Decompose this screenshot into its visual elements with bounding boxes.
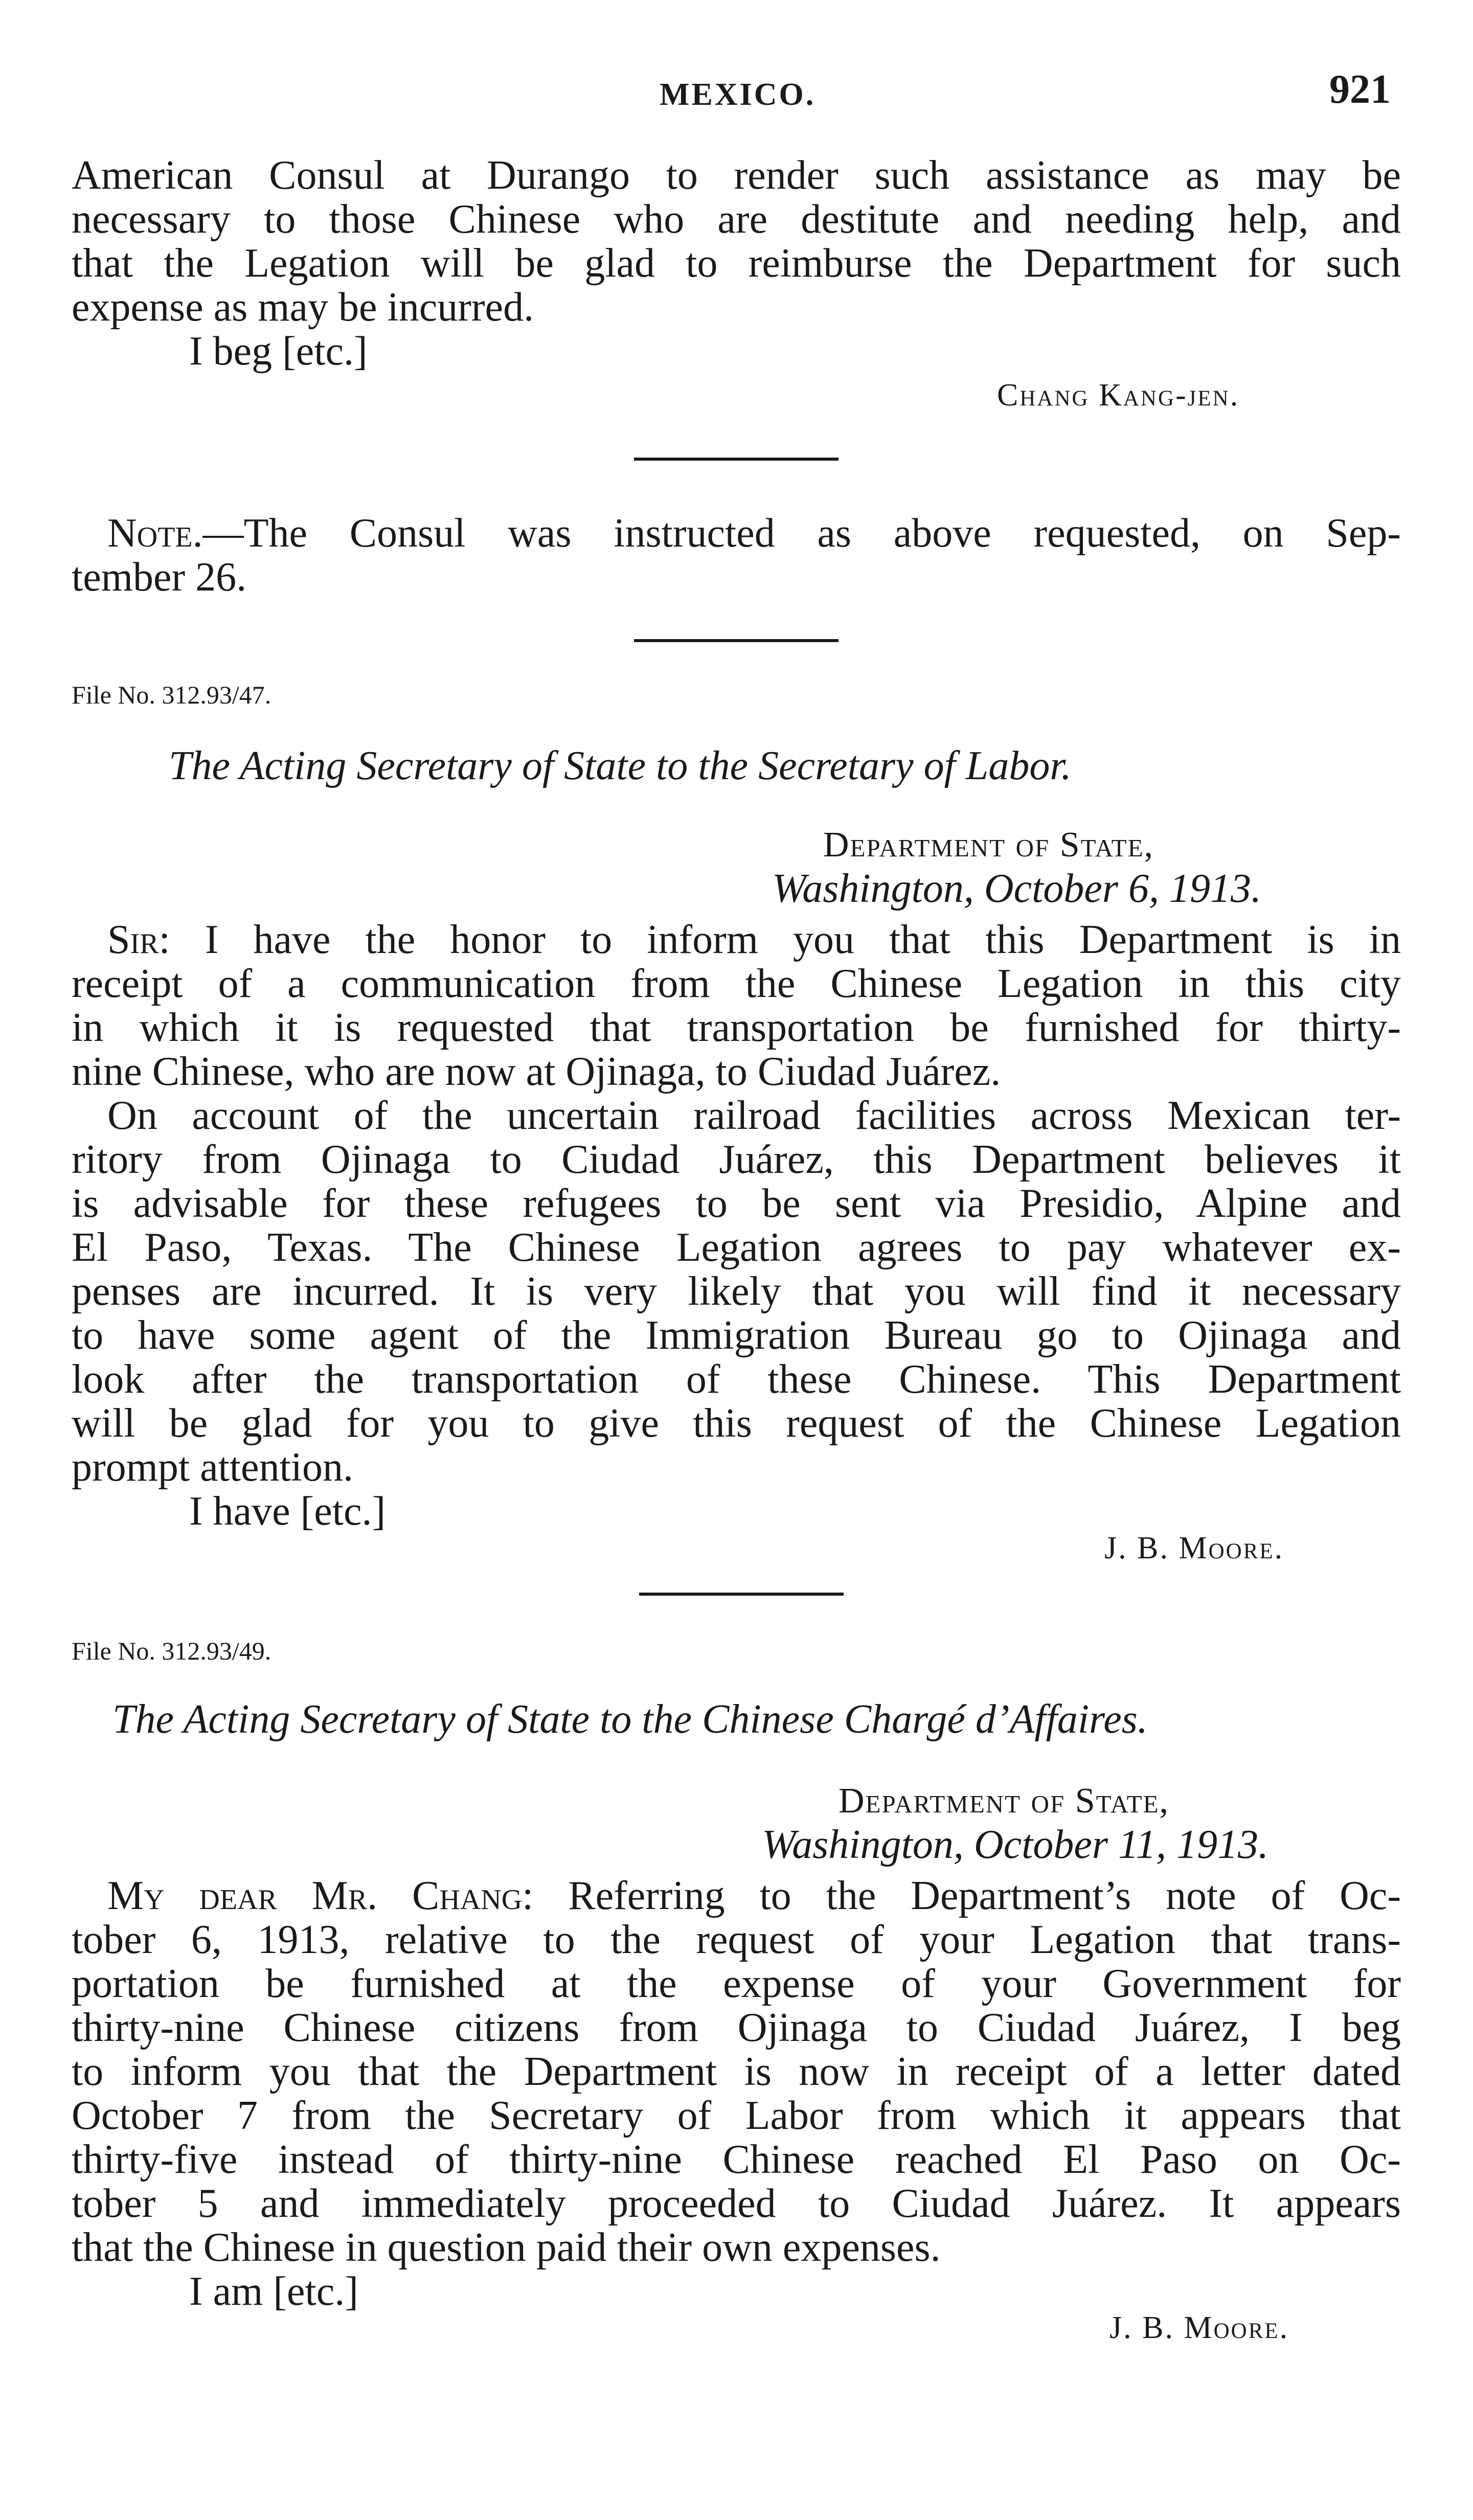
text-line: that the Chinese in question paid their own expenses. [72, 2225, 941, 2270]
text-line [72, 1874, 1401, 1918]
letter-closing: I beg [etc.] [189, 329, 368, 374]
sender-department: Department of State, [839, 1781, 1170, 1821]
text-line: is advisable for these refugees to be sent via Presidio, Alpine and [72, 1181, 1401, 1226]
text-line: that the Legation will be glad to reimburse the Department for such [72, 241, 1401, 286]
text-line: look after the transportation of these Chinese. This Department [72, 1357, 1401, 1402]
salutation: Sir: [107, 917, 170, 962]
text-line: American Consul at Durango to render such assistance as may be [72, 153, 1401, 198]
text-line: to inform you that the Department is now in receipt of a letter dated [72, 2049, 1401, 2094]
running-title: MEXICO. [660, 77, 816, 112]
page-number: 921 [1329, 67, 1391, 112]
para-text: Referring to the Department’s note of Oc- [568, 1873, 1401, 1918]
file-number: File No. 312.93/47. [72, 680, 271, 709]
document-heading: The Acting Secretary of State to the Secretary of Labor. [169, 743, 1072, 788]
letter-body [72, 1874, 1401, 2313]
text-line: in which it is requested that transportation be furnished for thirty- [72, 1005, 1401, 1050]
text-line: tember 26. [72, 555, 247, 600]
place-date: Washington, October 11, 1913. [762, 1822, 1269, 1867]
text-line: penses are incurred. It is very likely that you will find it necessary [72, 1269, 1401, 1314]
salutation: My dear Mr. Chang: [107, 1873, 534, 1918]
text-line: thirty-five instead of thirty-nine Chinese reached El Paso on Oc- [72, 2137, 1401, 2182]
document-heading: The Acting Secretary of State to the Chinese Chargé d’Affaires. [112, 1697, 1148, 1742]
text-line: On account of the uncertain railroad facilities across Mexican ter- [107, 1093, 1401, 1138]
signature: Chang Kang-jen. [997, 378, 1240, 413]
text-line: October 7 from the Secretary of Labor from which it appears that [72, 2093, 1401, 2138]
section-divider [639, 1593, 844, 1596]
text-line: tober 5 and immediately proceeded to Ciudad Juárez. It appears [72, 2181, 1401, 2226]
place-date: Washington, October 6, 1913. [772, 866, 1262, 911]
text-line [72, 918, 1401, 962]
signature: J. B. Moore. [1104, 1531, 1284, 1565]
text-line: nine Chinese, who are now at Ojinaga, to Ciudad Juárez. [72, 1049, 1001, 1094]
text-line: portation be furnished at the expense of your Government for [72, 1961, 1401, 2006]
text-line: will be glad for you to give this request of the Chinese Legation [72, 1401, 1401, 1446]
text-line: El Paso, Texas. The Chinese Legation agrees to pay whatever ex- [72, 1225, 1401, 1270]
text-line [72, 511, 1401, 555]
text-line: necessary to those Chinese who are destitute and needing help, and [72, 197, 1401, 242]
text-line: tober 6, 1913, relative to the request of your Legation that trans- [72, 1917, 1401, 1962]
letter-body [72, 918, 1401, 1533]
text-line: prompt attention. [72, 1445, 354, 1490]
section-divider [634, 458, 839, 461]
text-line: thirty-nine Chinese citizens from Ojinaga to Ciudad Juárez, I beg [72, 2005, 1401, 2050]
note-label: Note. [107, 511, 203, 556]
text-line: to have some agent of the Immigration Bureau go to Ojinaga and [72, 1313, 1401, 1358]
letter-continuation [72, 153, 1401, 373]
letter-closing: I am [etc.] [189, 2269, 358, 2314]
note-text: —The Consul was instructed as above requested, on Sep- [202, 511, 1401, 556]
para-text: I have the honor to inform you that this Department is in [205, 917, 1401, 962]
letter-closing: I have [etc.] [189, 1489, 386, 1534]
signature: J. B. Moore. [1109, 2310, 1289, 2345]
file-number: File No. 312.93/49. [72, 1637, 271, 1665]
text-line: ritory from Ojinaga to Ciudad Juárez, this Department believes it [72, 1137, 1401, 1182]
section-divider [634, 639, 839, 642]
editorial-note [72, 511, 1401, 599]
text-line: expense as may be incurred. [72, 285, 534, 330]
sender-department: Department of State, [823, 825, 1154, 865]
text-line: receipt of a communication from the Chinese Legation in this city [72, 961, 1401, 1006]
